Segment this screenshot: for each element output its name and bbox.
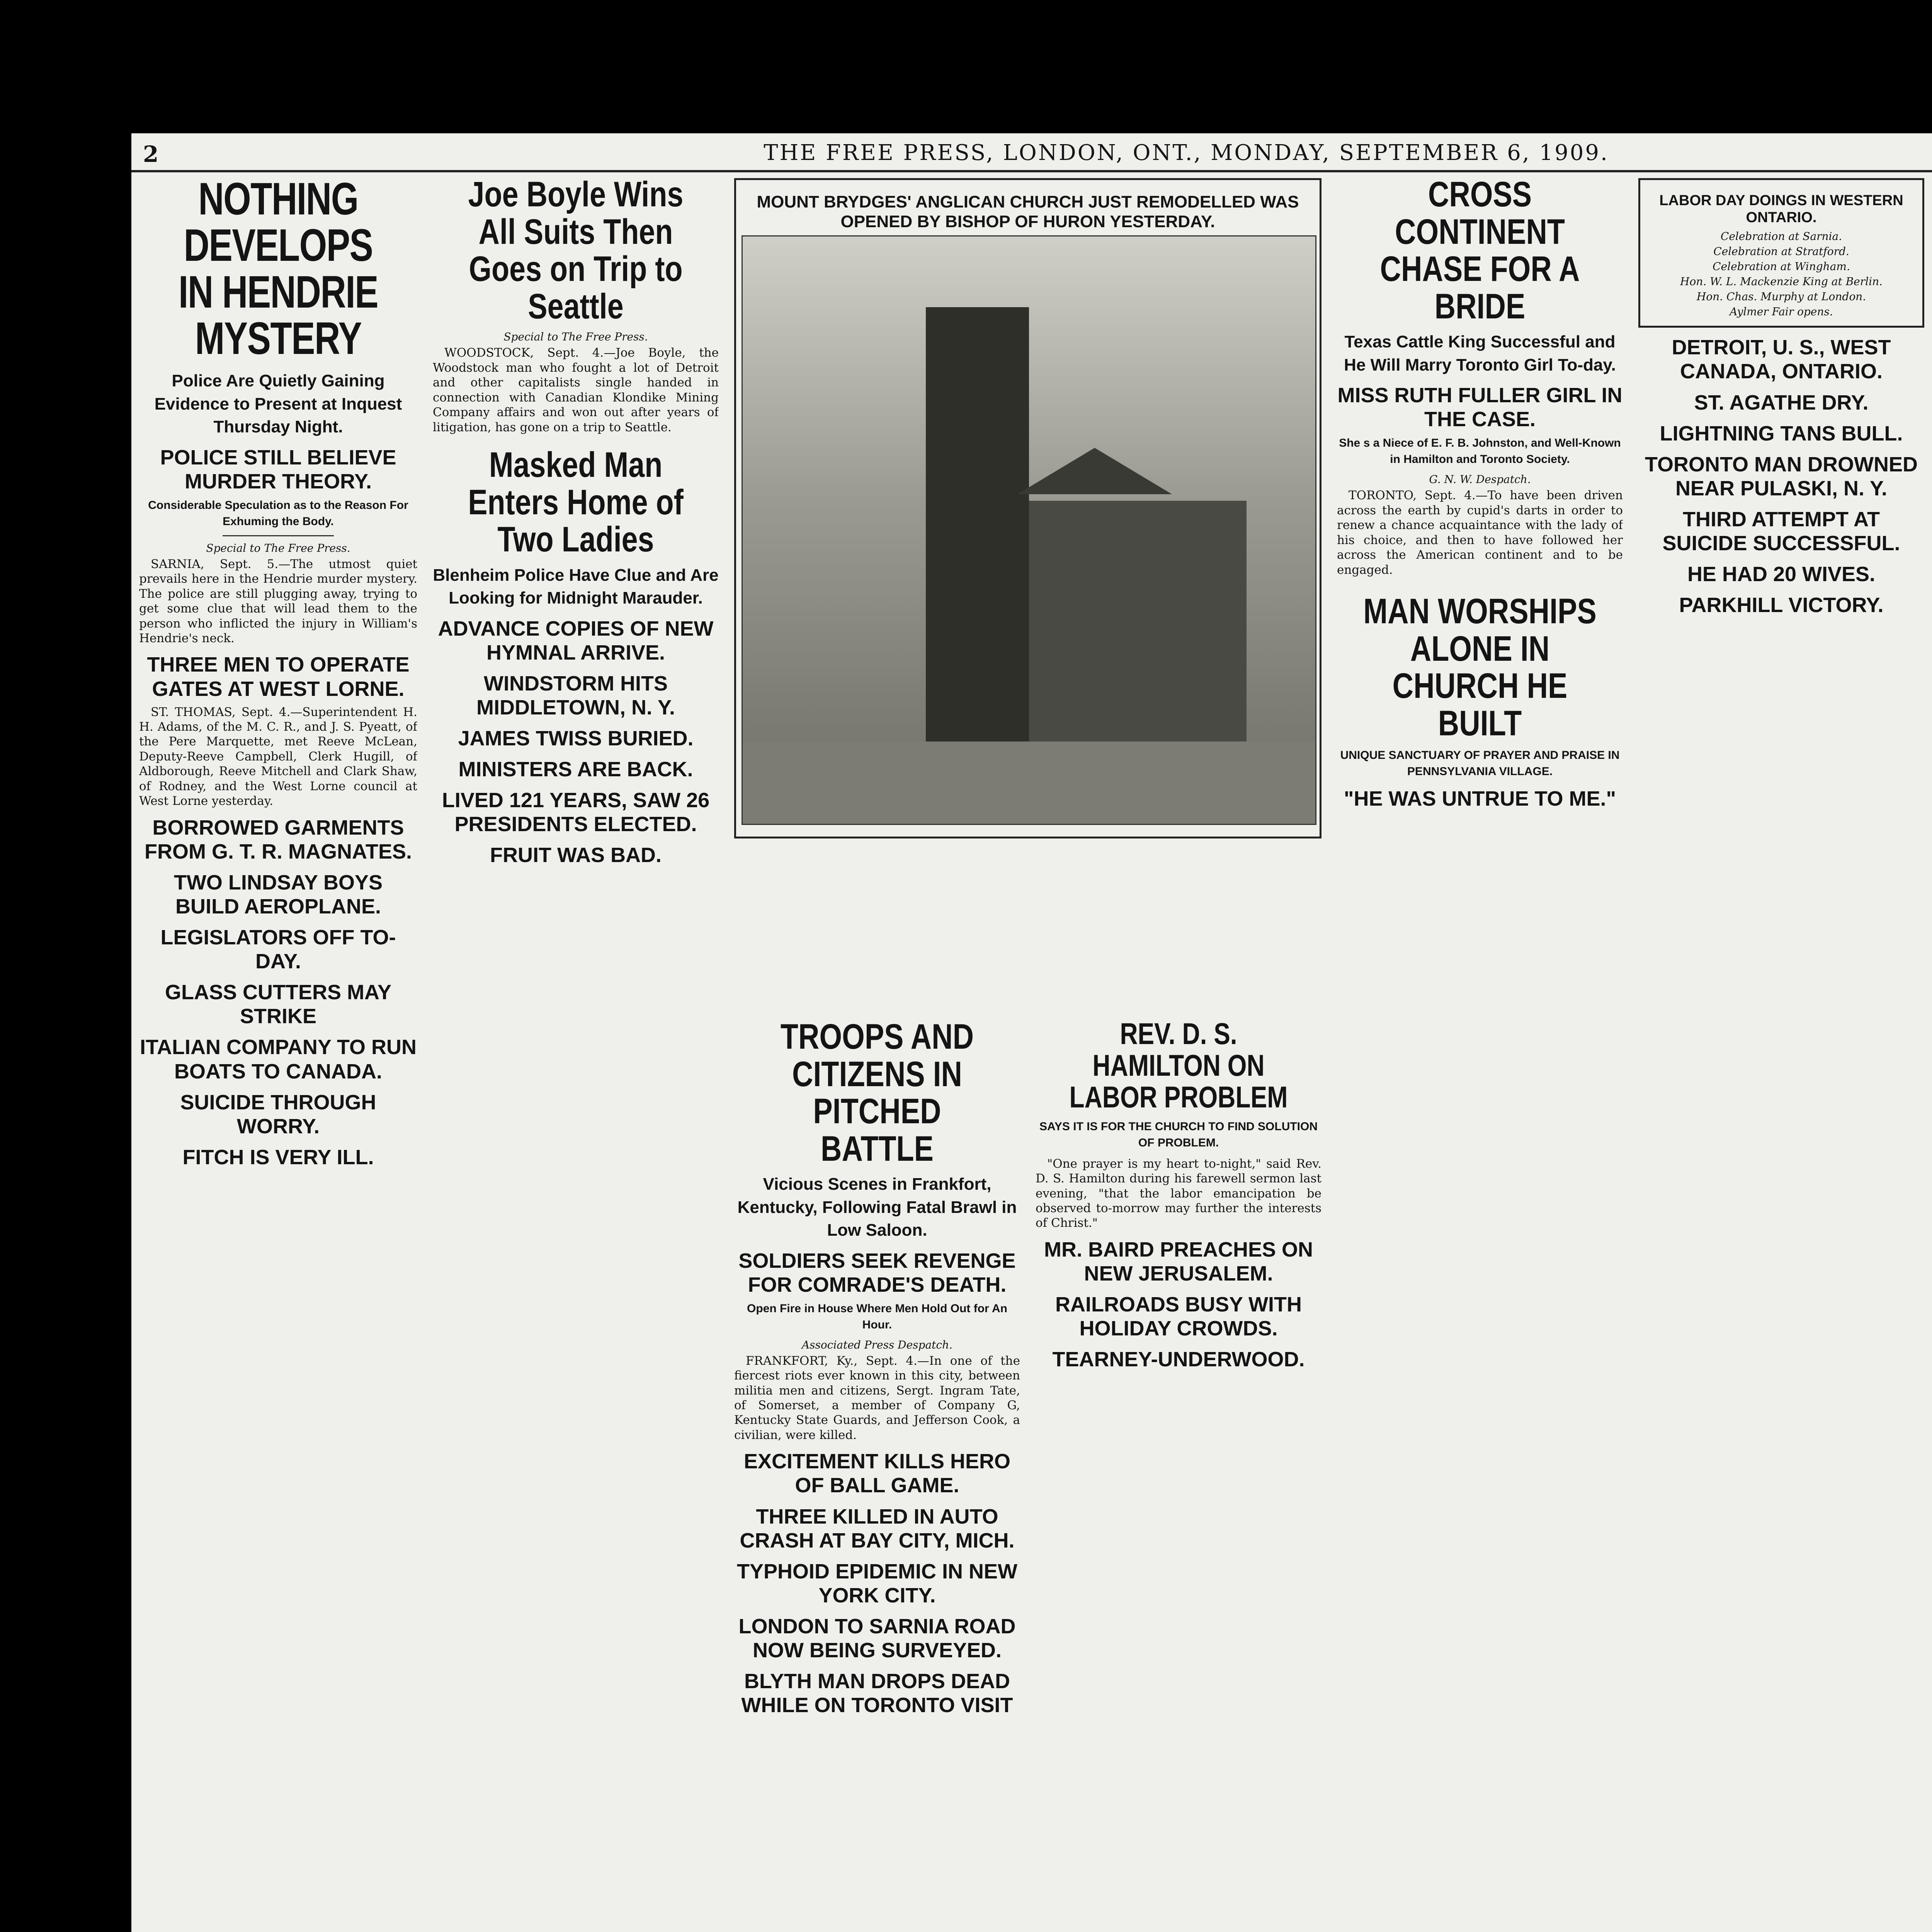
story-headline: SUICIDE THROUGH WORRY. bbox=[180, 1090, 376, 1138]
deck-sanctuary: UNIQUE SANCTUARY OF PRAYER AND PRAISE IN PENNSYLVANIA VILLAGE. bbox=[1340, 749, 1620, 778]
dateline: Associated Press Despatch. bbox=[801, 1338, 953, 1351]
headline-joe-boyle: Joe Boyle Wins All Suits Then Goes on Trip to Seattle bbox=[468, 176, 684, 326]
dateline: Special to The Free Press. bbox=[503, 330, 648, 344]
article-body: FRANKFORT, Ky., Sept. 4.—In one of the fiercest riots ever known in this city, between militia men and citizens, Sergt. Ingram Tate, of Somerset, a member of Company G, Kentucky State Guards, and Jefferson Cook, a civilian, were killed. bbox=[734, 1354, 1020, 1442]
photo-frame bbox=[734, 178, 1321, 838]
story-headline: BORROWED GARMENTS FROM G. T. R. MAGNATES. bbox=[145, 816, 412, 863]
deck-hendrie: Police Are Quietly Gaining Evidence to Present at Inquest Thursday Night. bbox=[154, 371, 402, 437]
story-headline: "HE WAS UNTRUE TO ME." bbox=[1344, 787, 1616, 811]
story-headline: THREE MEN TO OPERATE GATES AT WEST LORNE. bbox=[147, 653, 410, 701]
dateline: G. N. W. Despatch. bbox=[1429, 473, 1531, 486]
deck-masked-man: Blenheim Police Have Clue and Are Looking for Midnight Marauder. bbox=[433, 565, 719, 608]
box-line: Celebration at Sarnia. bbox=[1720, 230, 1842, 243]
photo-caption: MOUNT BRYDGES' ANGLICAN CHURCH JUST REMODELLED WAS OPENED BY BISHOP OF HURON YESTERDAY. bbox=[757, 192, 1299, 231]
subdeck-open-fire: Open Fire in House Where Men Hold Out for An Hour. bbox=[747, 1302, 1007, 1331]
article-body: WOODSTOCK, Sept. 4.—Joe Boyle, the Woodstock man who fought a lot of Detroit and other capitalists single handed in connection with Canadian Klondike Mining Company affairs and won out after years of litigation, has gone on a trip to Seattle. bbox=[433, 346, 719, 434]
deck-troops: Vicious Scenes in Frankfort, Kentucky, Following Fatal Brawl in Low Saloon. bbox=[737, 1175, 1017, 1240]
subhead-soldiers: SOLDIERS SEEK REVENGE FOR COMRADE'S DEATH. bbox=[738, 1249, 1016, 1296]
headline-masked-man: Masked Man Enters Home of Two Ladies bbox=[468, 445, 684, 560]
story-headline: MINISTERS ARE BACK. bbox=[458, 758, 693, 781]
headline-troops: TROOPS AND CITIZENS IN PITCHED BATTLE bbox=[780, 1018, 974, 1168]
story-headline: LEGISLATORS OFF TO-DAY. bbox=[160, 926, 396, 973]
story-headline: HE HAD 20 WIVES. bbox=[1687, 563, 1876, 586]
story-headline: TEARNEY-UNDERWOOD. bbox=[1052, 1348, 1305, 1371]
box-line: Hon. W. L. Mackenzie King at Berlin. bbox=[1680, 275, 1883, 288]
deck-texas: Texas Cattle King Successful and He Will Marry Toronto Girl To-day. bbox=[1344, 332, 1616, 374]
story-headline: GLASS CUTTERS MAY STRIKE bbox=[165, 981, 392, 1028]
article-body: SARNIA, Sept. 5.—The utmost quiet prevails here in the Hendrie murder mystery. The police are still plugging away, trying to get some clue that will lead them to the person who inflicted the injury in William's Hendrie's neck. bbox=[139, 557, 417, 645]
box-line: Celebration at Stratford. bbox=[1713, 245, 1849, 258]
story-headline: WINDSTORM HITS MIDDLETOWN, N. Y. bbox=[476, 672, 675, 719]
church-photo bbox=[742, 235, 1316, 825]
story-headline: TWO LINDSAY BOYS BUILD AEROPLANE. bbox=[173, 871, 383, 918]
headline-man-worships: MAN WORSHIPS ALONE IN CHURCH HE BUILT bbox=[1363, 591, 1597, 743]
story-headline: FITCH IS VERY ILL. bbox=[182, 1145, 374, 1169]
column-4 bbox=[1036, 1018, 1321, 1932]
subhead-police: POLICE STILL BELIEVE MURDER THEORY. bbox=[160, 446, 396, 493]
article-body: ST. THOMAS, Sept. 4.—Superintendent H. H. Adams, of the M. C. R., and J. S. Pyeatt, of the Pere Marquette, met Reeve McLean, Deputy-Reeve Campbell, Clerk Hugill, of Aldborough, Reeve Mitchell and Clark Shaw, of Rodney, and the West Lorne council at West Lorne yesterday. bbox=[139, 705, 417, 808]
story-headline: LONDON TO SARNIA ROAD NOW BEING SURVEYED. bbox=[738, 1614, 1016, 1662]
subdeck-exhuming: Considerable Speculation as to the Reason For Exhuming the Body. bbox=[148, 498, 408, 528]
story-headline: EXCITEMENT KILLS HERO OF BALL GAME. bbox=[743, 1450, 1011, 1497]
column-6 bbox=[1638, 176, 1924, 1932]
newspaper-page bbox=[131, 133, 1932, 1932]
subhead-ruth-fuller: MISS RUTH FULLER GIRL IN THE CASE. bbox=[1337, 384, 1622, 431]
box-line: Hon. Chas. Murphy at London. bbox=[1696, 290, 1866, 303]
story-headline: LIGHTNING TANS BULL. bbox=[1660, 422, 1903, 445]
story-headline: DETROIT, U. S., WEST CANADA, ONTARIO. bbox=[1672, 336, 1891, 383]
story-headline: RAILROADS BUSY WITH HOLIDAY CROWDS. bbox=[1055, 1293, 1302, 1340]
story-headline: ADVANCE COPIES OF NEW HYMNAL ARRIVE. bbox=[438, 617, 714, 664]
box-line: Aylmer Fair opens. bbox=[1730, 305, 1833, 318]
headline-hamilton: REV. D. S. HAMILTON ON LABOR PROBLEM bbox=[1069, 1018, 1288, 1114]
headline-hendrie-mystery: NOTHING DEVELOPS IN HENDRIE MYSTERY bbox=[178, 176, 378, 364]
box-title: LABOR DAY DOINGS IN WESTERN ONTARIO. bbox=[1659, 192, 1903, 226]
deck-hamilton: SAYS IT IS FOR THE CHURCH TO FIND SOLUTION OF PROBLEM. bbox=[1039, 1120, 1318, 1149]
dateline: Special to The Free Press. bbox=[206, 541, 350, 554]
story-headline: PARKHILL VICTORY. bbox=[1679, 594, 1884, 617]
story-headline: TYPHOID EPIDEMIC IN NEW YORK CITY. bbox=[736, 1560, 1018, 1607]
article-body: "One prayer is my heart to-night," said Rev. D. S. Hamilton during his farewell sermon last evening, "that the labor emancipation be observed to-morrow may further the interests of Christ." bbox=[1036, 1156, 1321, 1230]
story-headline: ST. AGATHE DRY. bbox=[1694, 391, 1869, 414]
story-headline: TORONTO MAN DROWNED NEAR PULASKI, N. Y. bbox=[1645, 452, 1918, 500]
story-headline: FRUIT WAS BAD. bbox=[490, 844, 662, 867]
masthead bbox=[131, 133, 1932, 172]
story-headline: ITALIAN COMPANY TO RUN BOATS TO CANADA. bbox=[139, 1036, 417, 1083]
story-headline: JAMES TWISS BURIED. bbox=[458, 726, 694, 750]
article-body: TORONTO, Sept. 4.—To have been driven across the earth by cupid's darts in order to renew a chance acquaintance with the lady of his choice, and then to have followed her across the American continent and to be engaged. bbox=[1337, 488, 1623, 577]
story-headline: THIRD ATTEMPT AT SUICIDE SUCCESSFUL. bbox=[1662, 507, 1900, 555]
column-5 bbox=[1337, 176, 1623, 1932]
column-3a bbox=[734, 1018, 1020, 1932]
story-headline: MR. BAIRD PREACHES ON NEW JERUSALEM. bbox=[1044, 1238, 1313, 1285]
subdeck-niece: She s a Niece of E. F. B. Johnston, and Well-Known in Hamilton and Toronto Society. bbox=[1339, 437, 1621, 466]
column-2 bbox=[433, 176, 719, 1932]
page-number: 2 bbox=[143, 141, 159, 167]
story-headline: BLYTH MAN DROPS DEAD WHILE ON TORONTO VISIT bbox=[741, 1670, 1013, 1717]
headline-cross-continent: CROSS CONTINENT CHASE FOR A BRIDE bbox=[1380, 176, 1580, 326]
story-headline: THREE KILLED IN AUTO CRASH AT BAY CITY, MICH. bbox=[740, 1505, 1015, 1552]
box-line: Celebration at Wingham. bbox=[1713, 260, 1850, 273]
column-1 bbox=[139, 176, 417, 1932]
story-headline: LIVED 121 YEARS, SAW 26 PRESIDENTS ELECTED. bbox=[442, 789, 710, 836]
masthead-title: THE FREE PRESS, LONDON, ONT., MONDAY, SEPTEMBER 6, 1909. bbox=[764, 140, 1609, 165]
labor-day-box bbox=[1638, 178, 1924, 328]
